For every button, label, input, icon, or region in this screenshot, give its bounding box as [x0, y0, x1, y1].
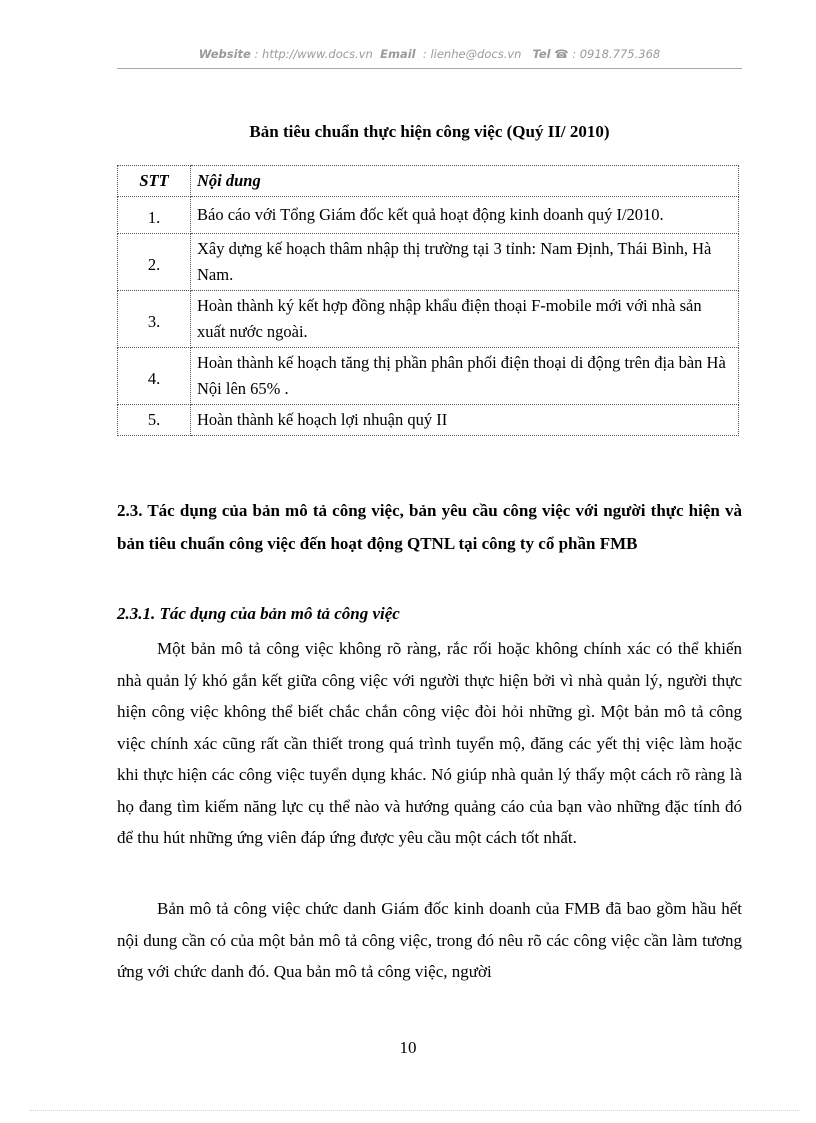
page-bottom-divider [30, 1110, 800, 1111]
subsection-heading: 2.3.1. Tác dụng của bản mô tả công việc [117, 604, 400, 623]
row-number: 1. [118, 197, 191, 234]
phone-icon: ☎ [554, 47, 569, 61]
row-content: Hoàn thành ký kết hợp đồng nhập khẩu điện thoại F-mobile mới với nhà sản xuất nước ngoài. [191, 291, 739, 348]
table-row [118, 291, 739, 348]
page-number: 10 [399, 1038, 417, 1057]
standards-table [117, 165, 739, 436]
tel-number: : 0918.775.368 [572, 47, 661, 61]
header-divider [117, 68, 742, 69]
row-number: 5. [118, 405, 191, 436]
body-paragraph: Một bản mô tả công việc không rõ ràng, rắc rối hoặc không chính xác có thể khiến nhà quản lý khó gắn kết giữa công việc với người thực hiện bởi vì nhà quản lý, người thực hiện công việc không thể biết chắc chắn công việc đòi hỏi những gì. Một bản mô tả công việc chính xác cũng rất cần thiết trong quá trình tuyển mộ, đăng các yết thị việc làm hoặc khi thực hiện các công việc tuyển dụng khác. Nó giúp nhà quản lý thấy một cách rõ ràng là họ đang tìm kiếm năng lực cụ thể nào và hướng quảng cáo của bạn vào những đặc tính đó để thu hút những ứng viên đáp ứng được yêu cầu một cách tốt nhất. [117, 639, 742, 847]
section-heading: 2.3. Tác dụng của bản mô tả công việc, bản yêu cầu công việc với người thực hiện và bản tiêu chuẩn công việc đến hoạt động QTNL tại công ty cổ phần FMB [117, 501, 742, 553]
email-label: Email [380, 47, 416, 61]
website-label: Website [198, 47, 251, 61]
table-row [118, 405, 739, 436]
row-number: 3. [118, 291, 191, 348]
email-link[interactable]: : lienhe@docs.vn [422, 47, 522, 61]
row-content: Báo cáo với Tổng Giám đốc kết quả hoạt động kinh doanh quý I/2010. [191, 197, 739, 234]
row-content: Xây dựng kế hoạch thâm nhập thị trường tại 3 tỉnh: Nam Định, Thái Bình, Hà Nam. [191, 234, 739, 291]
column-header-content: Nội dung [191, 166, 739, 197]
table-title: Bản tiêu chuẩn thực hiện công việc (Quý II/ 2010) [249, 122, 610, 141]
row-content: Hoàn thành kế hoạch tăng thị phần phân phối điện thoại di động trên địa bàn Hà Nội lên 65% . [191, 348, 739, 405]
row-number: 4. [118, 348, 191, 405]
table-row [118, 348, 739, 405]
table-row [118, 234, 739, 291]
table-row [118, 197, 739, 234]
column-header-stt: STT [118, 166, 191, 197]
body-paragraph: Bản mô tả công việc chức danh Giám đốc kinh doanh của FMB đã bao gồm hầu hết nội dung cần có của một bản mô tả công việc, trong đó nêu rõ các công việc cần làm tương ứng với chức danh đó. Qua bản mô tả công việc, người [117, 899, 742, 981]
row-content: Hoàn thành kế hoạch lợi nhuận quý II [191, 405, 739, 436]
table-header-row [118, 166, 739, 197]
page-header [117, 47, 742, 61]
website-link[interactable]: : http://www.docs.vn [254, 47, 373, 61]
tel-label: Tel [532, 47, 551, 61]
row-number: 2. [118, 234, 191, 291]
